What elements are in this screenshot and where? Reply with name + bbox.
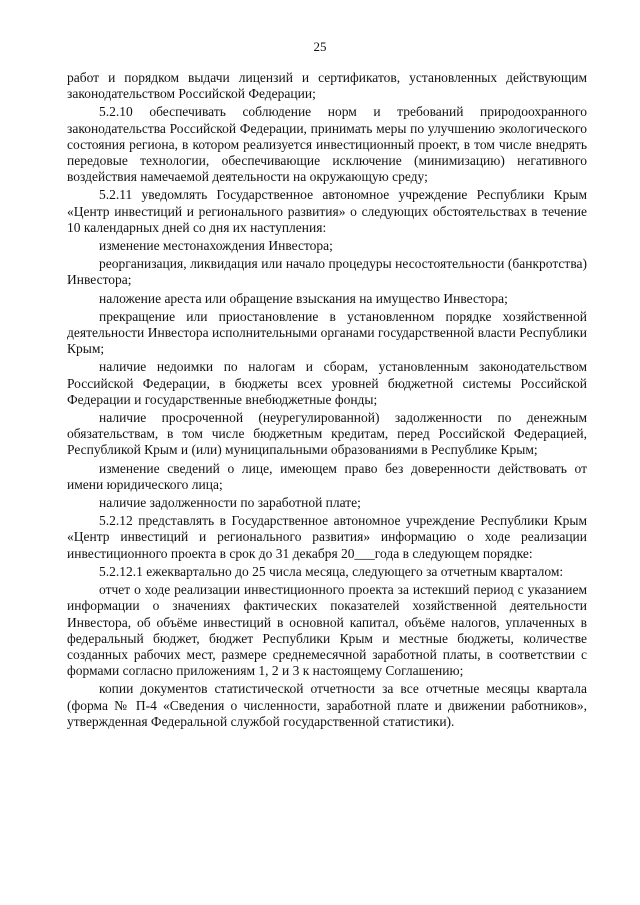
list-item: отчет о ходе реализации инвестиционного проекта за истекший период с указанием информации о значениях фактических показателей хозяйственной деятельности Инвестора, об объёме инвестиций в основной капитал, объёме налогов, уплаченных в федеральный бюджет, бюджет Республики Крым и местные бюджеты, количестве созданных рабочих мест, размере среднемесячной заработной платы, в соответствии с формами согласно приложениям 1, 2 и 3 к настоящему Соглашению; [67, 582, 587, 679]
list-item: изменение сведений о лице, имеющем право без доверенности действовать от имени юридического лица; [67, 460, 587, 492]
list-item: наложение ареста или обращение взыскания на имущество Инвестора; [99, 290, 508, 306]
paragraph: 5.2.11 уведомлять Государственное автономное учреждение Республики Крым «Центр инвестиций и регионального развития» о следующих обстоятельствах в течение 10 календарных дней со дня их наступления: [67, 187, 587, 235]
document-body [67, 70, 587, 732]
list-item: наличие просроченной (неурегулированной) задолженности по денежным обязательствам, в том числе бюджетным кредитам, перед Российской Федерацией, Республикой Крым и (или) муниципальными образованиями в Республике Крым; [67, 410, 587, 458]
paragraph: 5.2.12.1 ежеквартально до 25 числа месяца, следующего за отчетным кварталом: [99, 563, 564, 579]
list-item: наличие задолженности по заработной плате; [99, 495, 361, 511]
list-item: наличие недоимки по налогам и сборам, установленным законодательством Российской Федерации, в бюджеты всех уровней бюджетной системы Российской Федерации и государственные внебюджетные фонды; [67, 359, 587, 407]
paragraph: 5.2.12 представлять в Государственное автономное учреждение Республики Крым «Центр инвестиций и регионального развития» информацию о ходе реализации инвестиционного проекта в срок до 31 декабря 20___года в следующем порядке: [67, 513, 587, 561]
page-number: 25 [313, 39, 327, 54]
list-item: изменение местонахождения Инвестора; [99, 238, 333, 254]
list-item: копии документов статистической отчетности за все отчетные месяцы квартала (форма № П-4 «Сведения о численности, заработной плате и движении работников», утвержденная Федеральной службой государственной статистики). [67, 681, 587, 729]
list-item: реорганизация, ликвидация или начало процедуры несостоятельности (банкротства) Инвестора; [67, 256, 587, 288]
list-item: прекращение или приостановление в установленном порядке хозяйственной деятельности Инвестора исполнительными органами государственной власти Республики Крым; [67, 308, 587, 357]
paragraph: работ и порядком выдачи лицензий и сертификатов, установленных действующим законодательством Российской Федерации; [67, 70, 587, 102]
paragraph: 5.2.10 обеспечивать соблюдение норм и требований природоохранного законодательства Российской Федерации, принимать меры по улучшению экологического состояния региона, в котором реализуется инвестиционный проект, в том числе внедрять передовые технологии, обеспечивающие исключение (минимизацию) негативного воздействия намечаемой деятельности на окружающую среду; [67, 104, 587, 185]
